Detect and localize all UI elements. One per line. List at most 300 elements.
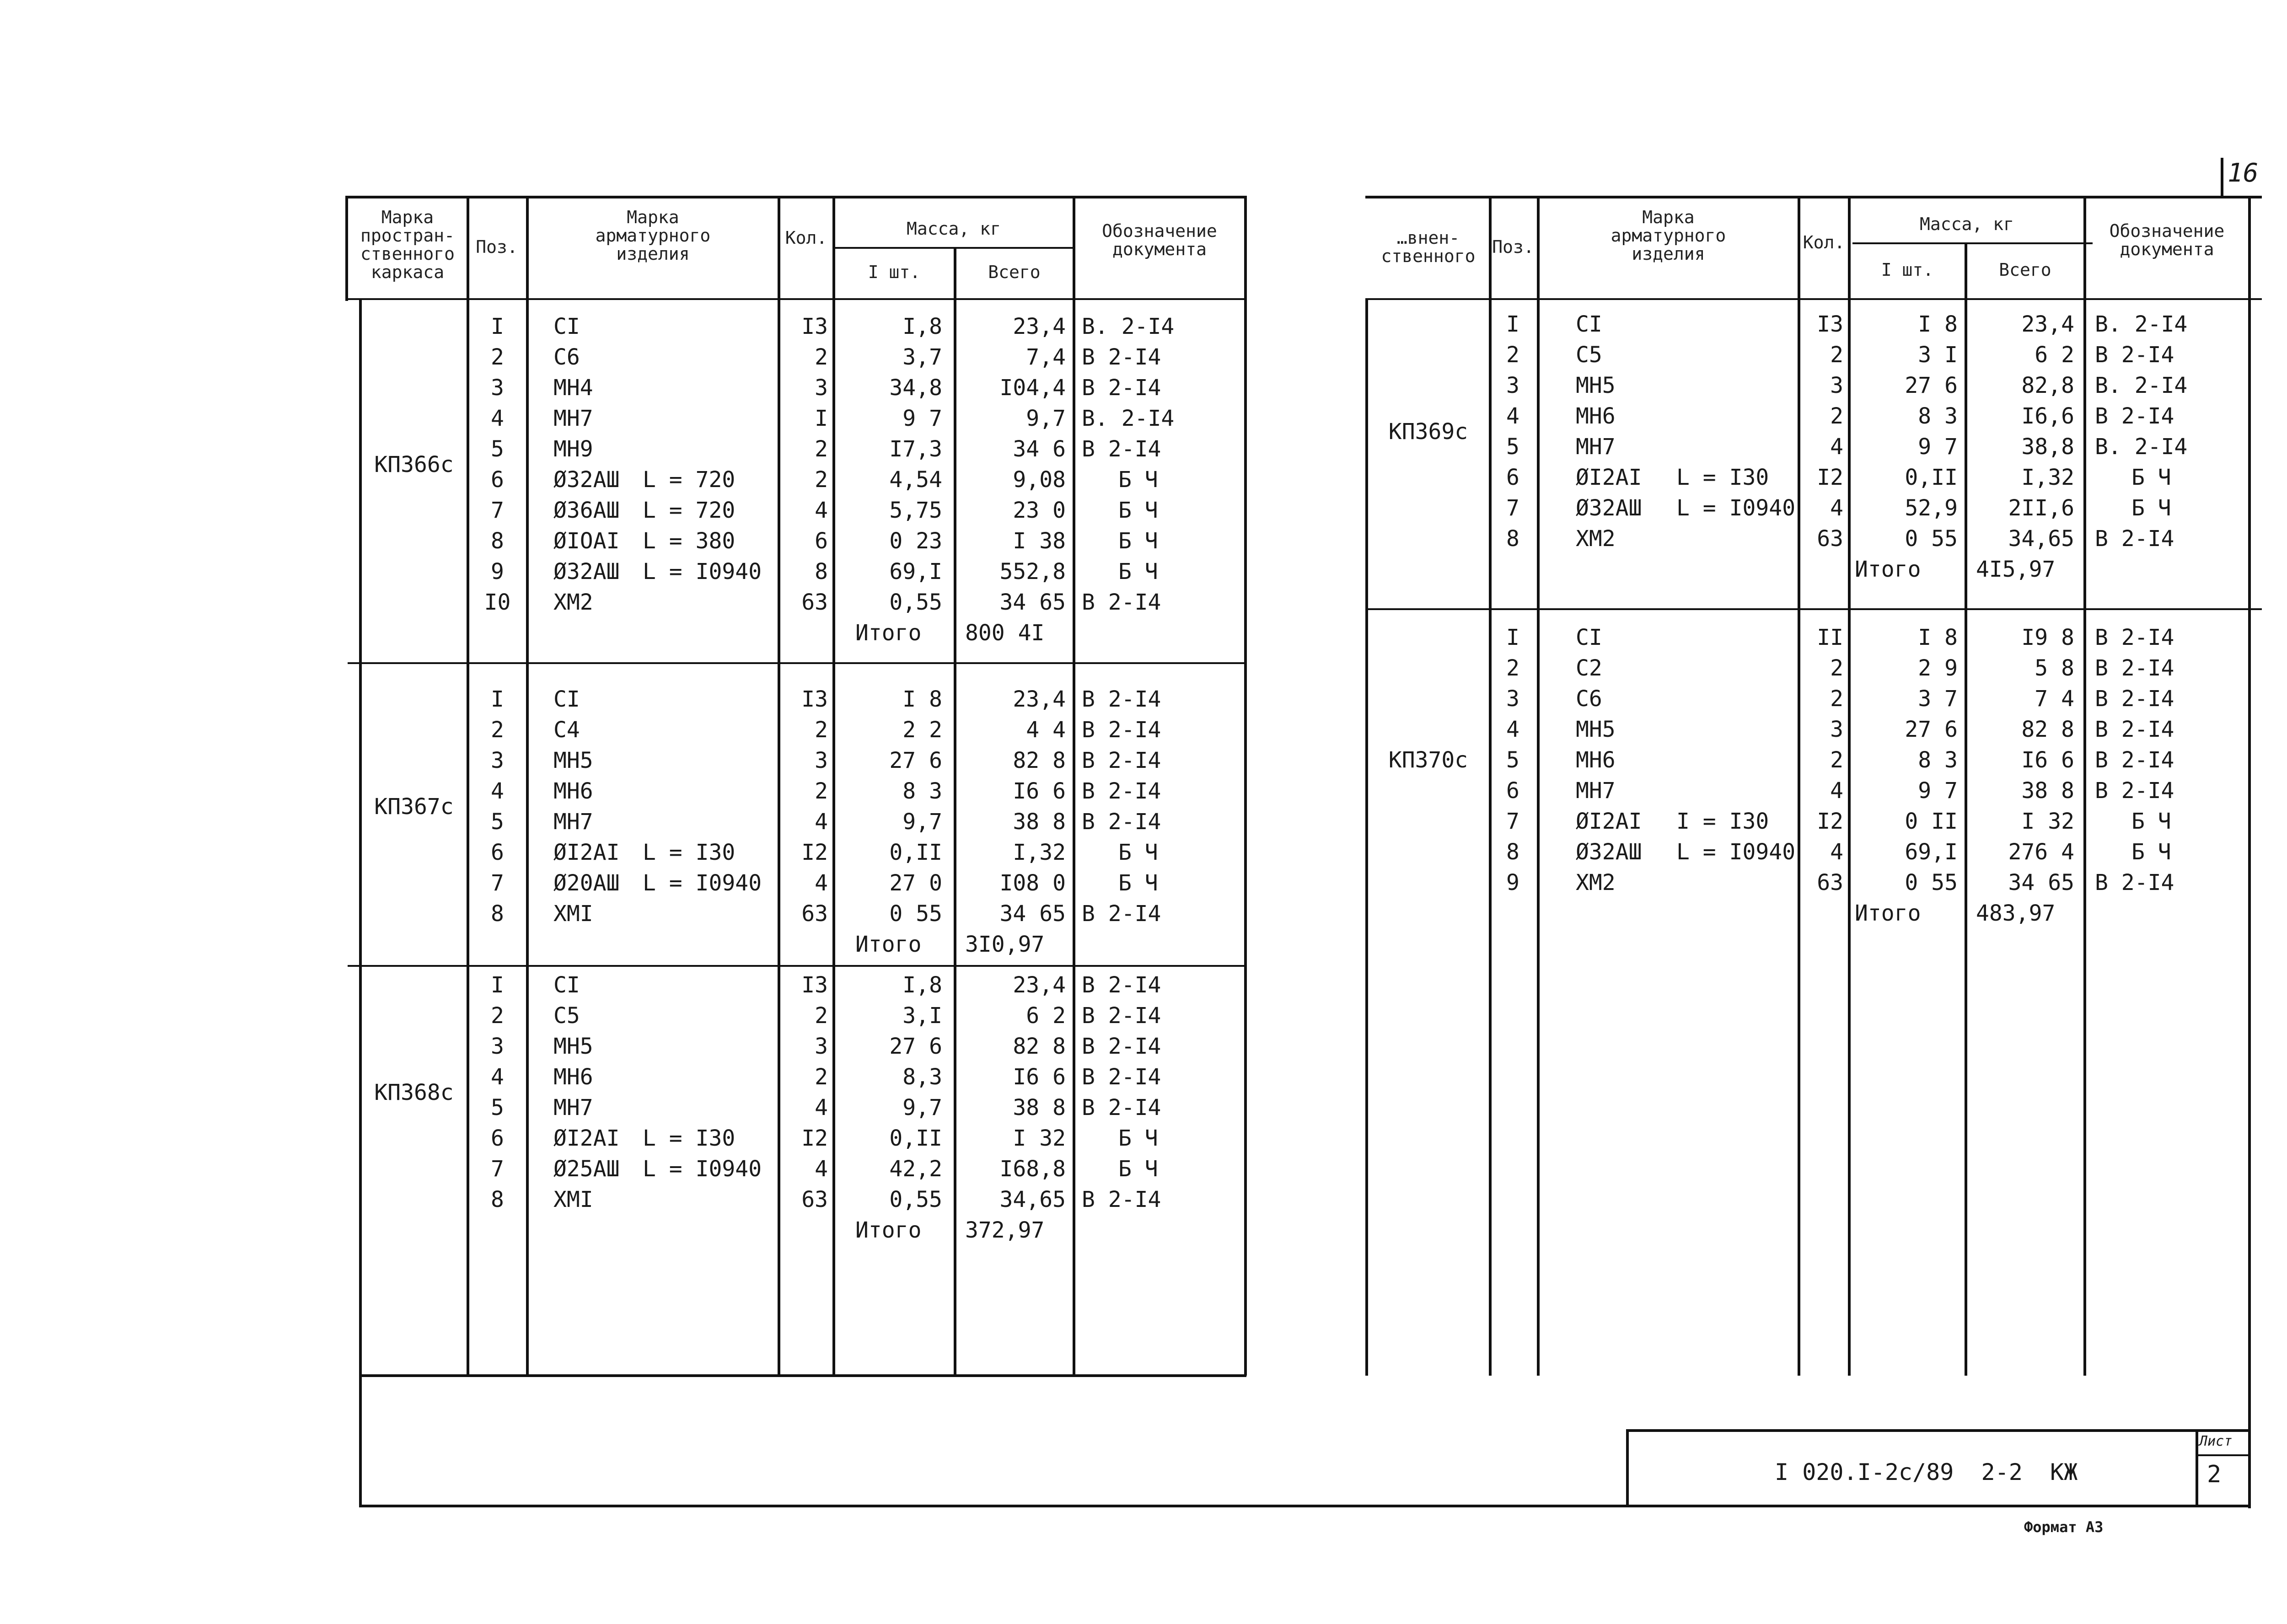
- document-ref: Б Ч: [2131, 465, 2171, 490]
- mass-total: I 32: [2021, 809, 2074, 834]
- document-ref: Б Ч: [1118, 1126, 1158, 1151]
- mass-total: I6,6: [2021, 403, 2074, 429]
- position-number: 3: [491, 748, 504, 773]
- mass-total: 82 8: [1013, 748, 1066, 773]
- quantity: 4: [1830, 434, 1843, 460]
- mass-total: 34 65: [999, 901, 1066, 927]
- mass-total: 34 65: [999, 590, 1066, 615]
- document-ref: В 2-I4: [1082, 901, 1161, 927]
- position-number: 5: [1506, 434, 1519, 460]
- mass-one: 3,7: [902, 344, 942, 370]
- mass-total: 82 8: [2021, 717, 2074, 742]
- left-header-mark: Марка простран- ственного каркаса: [360, 207, 455, 282]
- mass-one: 34,8: [889, 375, 942, 401]
- left-table-mass-divider: [832, 247, 1073, 249]
- position-number: 8: [491, 528, 504, 554]
- document-ref: В 2-I4: [2095, 342, 2174, 368]
- mass-total: 38 8: [1013, 809, 1066, 835]
- position-number: 4: [1506, 717, 1519, 742]
- document-ref: В. 2-I4: [2095, 373, 2188, 398]
- document-ref: В 2-I4: [2095, 625, 2174, 650]
- frame-mark: КП366с: [374, 451, 454, 477]
- mass-total: 38 8: [1013, 1095, 1066, 1120]
- right-header-mass-one: I шт.: [1881, 260, 1934, 280]
- item-mark: ХМI: [553, 901, 593, 927]
- quantity: 2: [1830, 747, 1843, 773]
- document-ref: В 2-I4: [1082, 748, 1161, 773]
- mass-total: 276 4: [2008, 839, 2074, 865]
- item-length: L = I0940: [643, 1156, 762, 1182]
- document-ref: В 2-I4: [1082, 1003, 1161, 1029]
- left-table-header-bottom: [345, 298, 1246, 300]
- document-ref: В 2-I4: [1082, 1187, 1161, 1212]
- quantity: 3: [815, 375, 828, 401]
- total-label: Итого: [1855, 900, 1921, 926]
- mass-total: 4 4: [1026, 717, 1066, 743]
- document-ref: В 2-I4: [1082, 809, 1161, 835]
- right-header-pos: Поз.: [1492, 237, 1534, 257]
- right-col-line-6: [2083, 196, 2086, 1376]
- item-mark: МН5: [1576, 373, 1616, 398]
- document-ref: В 2-I4: [2095, 686, 2174, 712]
- document-ref: В 2-I4: [1082, 686, 1161, 712]
- quantity: 2: [815, 467, 828, 493]
- total-mass: 3I0,97: [965, 932, 1045, 957]
- position-number: 7: [491, 870, 504, 896]
- item-mark: Ø20АШ: [553, 870, 620, 896]
- left-col-line-6: [1073, 196, 1075, 1376]
- mass-total: 34 6: [1013, 436, 1066, 462]
- document-ref: В 2-I4: [1082, 344, 1161, 370]
- total-label: Итого: [1855, 557, 1921, 582]
- mass-total: 34,65: [2008, 526, 2074, 552]
- mass-total: 23,4: [2021, 311, 2074, 337]
- mass-one: 9,7: [902, 1095, 942, 1120]
- document-ref: В 2-I4: [1082, 717, 1161, 743]
- mass-total: 38,8: [2021, 434, 2074, 460]
- item-mark: C6: [553, 344, 580, 370]
- position-number: 5: [491, 809, 504, 835]
- item-length: L = 380: [643, 528, 735, 554]
- position-number: I: [491, 314, 504, 339]
- mass-total: 23,4: [1013, 686, 1066, 712]
- document-ref: Б Ч: [1118, 840, 1158, 865]
- left-group-divider-2: [348, 965, 1246, 967]
- document-ref: Б Ч: [1118, 1156, 1158, 1182]
- quantity: I2: [801, 1126, 828, 1151]
- position-number: 7: [1506, 495, 1519, 521]
- total-mass: 483,97: [1976, 900, 2056, 926]
- corner-tick: [2221, 158, 2223, 197]
- position-number: 8: [491, 901, 504, 927]
- frame-mark: КП368с: [374, 1079, 454, 1105]
- quantity: 4: [815, 1095, 828, 1120]
- item-length: L = 720: [643, 498, 735, 523]
- item-mark: ХМ2: [1576, 870, 1616, 895]
- document-ref: В 2-I4: [1082, 778, 1161, 804]
- mass-one: 5,75: [889, 498, 942, 523]
- mass-total: 6 2: [2035, 342, 2074, 368]
- item-mark: C6: [1576, 686, 1602, 712]
- item-mark: МН6: [1576, 403, 1616, 429]
- mass-one: 69,I: [1905, 839, 1958, 865]
- quantity: 63: [801, 590, 828, 615]
- item-mark: МН6: [553, 778, 593, 804]
- frame-mark: КП367с: [374, 793, 454, 820]
- frame-left-bottom: [359, 1374, 362, 1507]
- left-header-doc: Обозначение документа: [1102, 221, 1217, 259]
- quantity: 3: [1830, 373, 1843, 398]
- left-header-qty: Кол.: [785, 228, 827, 248]
- mass-one: 69,I: [889, 559, 942, 584]
- mass-one: 0 55: [1905, 870, 1958, 895]
- total-mass: 800 4I: [965, 620, 1045, 646]
- document-ref: Б Ч: [1118, 559, 1158, 584]
- quantity: I3: [801, 686, 828, 712]
- position-number: 7: [491, 498, 504, 523]
- item-length: L = I30: [1676, 465, 1769, 490]
- item-mark: ØI2AI: [553, 840, 620, 865]
- item-mark: C4: [553, 717, 580, 743]
- sheet-number: 2: [2207, 1461, 2222, 1488]
- position-number: 8: [1506, 526, 1519, 552]
- mass-total: I08 0: [999, 870, 1066, 896]
- document-ref: Б Ч: [1118, 528, 1158, 554]
- item-mark: C5: [1576, 342, 1602, 368]
- mass-total: 82 8: [1013, 1034, 1066, 1059]
- mass-one: 42,2: [889, 1156, 942, 1182]
- mass-total: 23,4: [1013, 314, 1066, 339]
- position-number: I: [1506, 625, 1519, 650]
- position-number: I: [1506, 311, 1519, 337]
- item-mark: C2: [1576, 655, 1602, 681]
- left-table-bottom-border: [359, 1374, 1246, 1377]
- document-ref: В 2-I4: [2095, 717, 2174, 742]
- mass-one: 27 6: [1905, 373, 1958, 398]
- mass-one: 27 6: [889, 748, 942, 773]
- mass-total: I 32: [1013, 1126, 1066, 1151]
- mass-one: 3 7: [1918, 686, 1958, 712]
- item-mark: Ø32АШ: [553, 467, 620, 493]
- right-header-qty: Кол.: [1803, 232, 1845, 252]
- item-mark: ХМ2: [553, 590, 593, 615]
- quantity: 3: [815, 748, 828, 773]
- quantity: 2: [815, 1003, 828, 1029]
- quantity: 4: [1830, 495, 1843, 521]
- mass-one: 0 55: [889, 901, 942, 927]
- mass-total: I 38: [1013, 528, 1066, 554]
- mass-one: 27 6: [889, 1034, 942, 1059]
- item-length: L = I0940: [643, 559, 762, 584]
- document-ref: В 2-I4: [2095, 403, 2174, 429]
- title-block-top: [1628, 1429, 2250, 1432]
- quantity: 3: [1830, 717, 1843, 742]
- right-header-mass: Масса, кг: [1920, 214, 2014, 234]
- item-mark: МН5: [1576, 717, 1616, 742]
- frame-mark: КП370с: [1388, 747, 1468, 773]
- left-group-divider-1: [348, 662, 1246, 664]
- item-mark: МН6: [1576, 747, 1616, 773]
- right-header-mark: …внен- ственного: [1381, 228, 1476, 266]
- item-mark: МН7: [553, 809, 593, 835]
- document-ref: В 2-I4: [1082, 1095, 1161, 1120]
- mass-one: I 8: [1918, 311, 1958, 337]
- mass-total: I,32: [2021, 465, 2074, 490]
- mass-one: I 8: [902, 686, 942, 712]
- right-header-mass-all: Всего: [1999, 260, 2051, 280]
- mass-one: 0,55: [889, 590, 942, 615]
- title-block-sheet-label-line: [2196, 1454, 2250, 1456]
- quantity: 3: [815, 1034, 828, 1059]
- position-number: 7: [491, 1156, 504, 1182]
- document-ref: В 2-I4: [2095, 870, 2174, 895]
- quantity: 63: [801, 1187, 828, 1212]
- mass-total: I04,4: [999, 375, 1066, 401]
- document-ref: В 2-I4: [2095, 747, 2174, 773]
- quantity: 2: [1830, 342, 1843, 368]
- mass-one: 0,II: [889, 1126, 942, 1151]
- mass-total: I,32: [1013, 840, 1066, 865]
- position-number: 7: [1506, 809, 1519, 834]
- item-length: L = 720: [643, 467, 735, 493]
- position-number: I: [491, 686, 504, 712]
- right-table-left-border: [1365, 298, 1368, 1376]
- position-number: 2: [1506, 342, 1519, 368]
- right-group-divider-1: [1365, 608, 2262, 610]
- quantity: 4: [815, 809, 828, 835]
- position-number: 9: [1506, 870, 1519, 895]
- position-number: 3: [491, 1034, 504, 1059]
- mass-one: 27 0: [889, 870, 942, 896]
- position-number: 6: [491, 840, 504, 865]
- mass-total: I6 6: [1013, 778, 1066, 804]
- mass-total: 9,08: [1013, 467, 1066, 493]
- mass-total: 82,8: [2021, 373, 2074, 398]
- item-length: I = I30: [1676, 809, 1769, 834]
- mass-one: 0,II: [1905, 465, 1958, 490]
- mass-total: 5 8: [2035, 655, 2074, 681]
- mass-one: I,8: [902, 972, 942, 998]
- position-number: 5: [1506, 747, 1519, 773]
- position-number: 4: [1506, 403, 1519, 429]
- right-header-item: Марка арматурного изделия: [1611, 207, 1726, 264]
- item-length: L = I0940: [643, 870, 762, 896]
- total-label: Итого: [855, 1217, 922, 1243]
- mass-one: 4,54: [889, 467, 942, 493]
- item-mark: ХМ2: [1576, 526, 1616, 552]
- quantity: I3: [1817, 311, 1843, 337]
- total-mass: 372,97: [965, 1217, 1045, 1243]
- title-block-left: [1626, 1429, 1629, 1507]
- sheet-label: Лист: [2199, 1433, 2233, 1449]
- mass-total: 23,4: [1013, 972, 1066, 998]
- document-ref: Б Ч: [2131, 809, 2171, 834]
- position-number: 3: [491, 375, 504, 401]
- position-number: 5: [491, 436, 504, 462]
- item-mark: Ø36АШ: [553, 498, 620, 523]
- quantity: 4: [815, 870, 828, 896]
- left-header-item: Марка арматурного изделия: [595, 207, 711, 264]
- position-number: 6: [491, 467, 504, 493]
- position-number: 3: [1506, 373, 1519, 398]
- quantity: I2: [1817, 465, 1843, 490]
- position-number: 6: [491, 1126, 504, 1151]
- item-mark: Ø32АШ: [1576, 839, 1642, 865]
- mass-one: 0,II: [889, 840, 942, 865]
- position-number: I0: [484, 590, 511, 615]
- left-table-top-border: [345, 196, 1246, 198]
- right-table-mass-divider: [1852, 242, 2093, 244]
- item-length: L = I0940: [1676, 839, 1796, 865]
- mass-total: I9 8: [2021, 625, 2074, 650]
- frame-bottom-border: [359, 1505, 2251, 1507]
- item-length: L = I30: [643, 840, 735, 865]
- item-length: L = I0940: [1676, 495, 1796, 521]
- document-ref: Б Ч: [1118, 467, 1158, 493]
- mass-one: 0 II: [1905, 809, 1958, 834]
- mass-one: 8 3: [1918, 747, 1958, 773]
- item-mark: CI: [553, 314, 580, 339]
- mass-one: I 8: [1918, 625, 1958, 650]
- mass-total: 38 8: [2021, 778, 2074, 804]
- mass-one: 2 9: [1918, 655, 1958, 681]
- quantity: 2: [815, 1064, 828, 1090]
- item-mark: ØI2AI: [1576, 465, 1642, 490]
- right-table-top-border: [1365, 196, 2262, 198]
- mass-one: 27 6: [1905, 717, 1958, 742]
- mass-one: 9 7: [1918, 778, 1958, 804]
- title-block-sheet-divider: [2196, 1429, 2198, 1507]
- mass-one: 8 3: [1918, 403, 1958, 429]
- left-col-line-4: [832, 196, 835, 1376]
- mass-one: I7,3: [889, 436, 942, 462]
- mass-total: 34 65: [2008, 870, 2074, 895]
- total-mass: 4I5,97: [1976, 557, 2056, 582]
- mass-one: 3,I: [902, 1003, 942, 1029]
- document-ref: Б Ч: [1118, 870, 1158, 896]
- quantity: I2: [801, 840, 828, 865]
- item-mark: Ø25АШ: [553, 1156, 620, 1182]
- item-mark: МН5: [553, 748, 593, 773]
- quantity: 63: [1817, 870, 1843, 895]
- mass-total: 34,65: [999, 1187, 1066, 1212]
- mass-total: I68,8: [999, 1156, 1066, 1182]
- position-number: 6: [1506, 778, 1519, 804]
- document-ref: В 2-I4: [1082, 1064, 1161, 1090]
- document-ref: В 2-I4: [1082, 375, 1161, 401]
- left-table-right-border: [1244, 196, 1247, 1376]
- mass-total: 552,8: [999, 559, 1066, 584]
- right-header-doc: Обозначение документа: [2109, 221, 2225, 259]
- quantity: 4: [1830, 839, 1843, 865]
- document-ref: В 2-I4: [2095, 778, 2174, 804]
- position-number: 8: [491, 1187, 504, 1212]
- mass-one: 3 I: [1918, 342, 1958, 368]
- quantity: 2: [1830, 686, 1843, 712]
- document-designation: I 020.I-2с/89 2-2 КЖ: [1775, 1459, 2078, 1485]
- document-ref: В 2-I4: [1082, 436, 1161, 462]
- mass-total: 2II,6: [2008, 495, 2074, 521]
- item-mark: C5: [553, 1003, 580, 1029]
- document-ref: Б Ч: [2131, 839, 2171, 865]
- format-label: Формат А3: [2024, 1518, 2104, 1536]
- item-mark: CI: [1576, 625, 1602, 650]
- sheet-corner-number: 16: [2228, 158, 2259, 188]
- item-mark: МН7: [553, 1095, 593, 1120]
- position-number: 4: [491, 778, 504, 804]
- mass-one: 2 2: [902, 717, 942, 743]
- quantity: 63: [1817, 526, 1843, 552]
- mass-one: 9 7: [902, 406, 942, 431]
- item-mark: CI: [1576, 311, 1602, 337]
- position-number: 6: [1506, 465, 1519, 490]
- mass-one: 0 23: [889, 528, 942, 554]
- mass-total: 7 4: [2035, 686, 2074, 712]
- mass-total: 23 0: [1013, 498, 1066, 523]
- item-mark: МН7: [553, 406, 593, 431]
- left-col-line-2: [526, 196, 529, 1376]
- position-number: 4: [491, 1064, 504, 1090]
- left-header-pos: Поз.: [476, 237, 518, 257]
- item-mark: CI: [553, 972, 580, 998]
- item-mark: ØIOAI: [553, 528, 620, 554]
- right-col-line-4: [1848, 196, 1851, 1376]
- mass-one: 9 7: [1918, 434, 1958, 460]
- quantity: 2: [815, 778, 828, 804]
- document-ref: Б Ч: [2131, 495, 2171, 521]
- left-table-left-border: [359, 298, 362, 1506]
- left-header-mass: Масса, кг: [907, 219, 1001, 239]
- quantity: 2: [1830, 403, 1843, 429]
- mass-one: 8 3: [902, 778, 942, 804]
- mass-one: 52,9: [1905, 495, 1958, 521]
- document-ref: В 2-I4: [1082, 1034, 1161, 1059]
- position-number: 2: [491, 344, 504, 370]
- document-ref: В 2-I4: [2095, 655, 2174, 681]
- document-ref: В. 2-I4: [2095, 434, 2188, 460]
- position-number: 2: [491, 1003, 504, 1029]
- position-number: 2: [491, 717, 504, 743]
- position-number: 5: [491, 1095, 504, 1120]
- mass-total: I6 6: [1013, 1064, 1066, 1090]
- mass-one: 9,7: [902, 809, 942, 835]
- total-label: Итого: [855, 620, 922, 646]
- frame-mark: КП369с: [1388, 418, 1468, 445]
- quantity: 6: [815, 528, 828, 554]
- document-ref: В. 2-I4: [2095, 311, 2188, 337]
- document-ref: В 2-I4: [2095, 526, 2174, 552]
- item-mark: Ø32АШ: [553, 559, 620, 584]
- quantity: 4: [815, 1156, 828, 1182]
- item-mark: МН7: [1576, 434, 1616, 460]
- quantity: 63: [801, 901, 828, 927]
- position-number: 8: [1506, 839, 1519, 865]
- mass-total: 7,4: [1026, 344, 1066, 370]
- quantity: 4: [815, 498, 828, 523]
- document-ref: В 2-I4: [1082, 590, 1161, 615]
- document-ref: В 2-I4: [1082, 972, 1161, 998]
- item-mark: CI: [553, 686, 580, 712]
- quantity: 4: [1830, 778, 1843, 804]
- item-mark: Ø32АШ: [1576, 495, 1642, 521]
- mass-one: 8,3: [902, 1064, 942, 1090]
- right-col-line-2: [1537, 196, 1540, 1376]
- mass-total: 9,7: [1026, 406, 1066, 431]
- total-label: Итого: [855, 932, 922, 957]
- item-mark: ØI2AI: [553, 1126, 620, 1151]
- position-number: 4: [491, 406, 504, 431]
- quantity: 2: [815, 717, 828, 743]
